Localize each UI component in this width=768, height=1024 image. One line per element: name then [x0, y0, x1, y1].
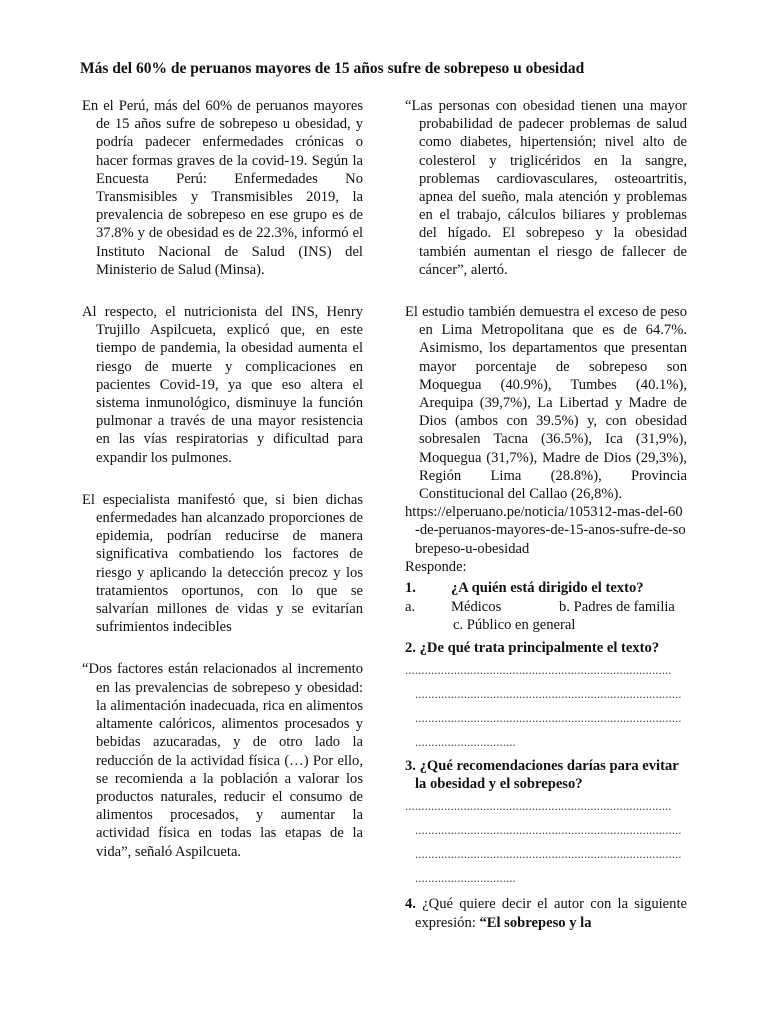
question-number: 4. [405, 896, 416, 913]
responde-label: Responde: [405, 558, 467, 575]
answer-line[interactable]: .................................................................................. [415, 709, 682, 725]
left-column [82, 97, 363, 861]
question-number: 1. [405, 580, 416, 597]
answer-line[interactable]: ............................... [415, 870, 516, 886]
answer-line[interactable]: .................................................................................. [405, 798, 672, 814]
right-column [405, 97, 687, 932]
paragraph: “Dos factores están relacionados al incremento en las prevalencias de sobrepeso y obesidad: la alimentación inadecuada, rica en alimentos altamente calóricos, alimentos procesados y bebidas azucaradas, y de otro lado la reducción de la actividad física (…) Por ello, se recomienda a la población a valorar los productos naturales, reducir el consumo de alimentos procesados, y aumentar la actividad física en todas las etapas de la vida”, señaló Aspilcueta. [82, 661, 363, 860]
question-3 [405, 757, 687, 793]
answer-line[interactable]: ............................... [415, 733, 516, 749]
paragraph: El especialista manifestó que, si bien dichas enfermedades han alcanzado proporciones de epidemia, podrían reducirse de manera significativa combatiendo los factores de riesgo y aplicando la detección precoz y los tratamientos oportunos, con lo que se salvarían millones de vidas y se evitarían sufrimientos indecibles [82, 491, 363, 636]
answer-line[interactable]: .................................................................................. [415, 822, 682, 838]
source-url: https://elperuano.pe/noticia/105312-mas-del-60-de-peruanos-mayores-de-15-anos-sufre-de-sobrepeso-u-obesidad [405, 504, 686, 557]
option-label: a. [405, 599, 416, 616]
question-4 [405, 895, 687, 931]
question-text: ¿Qué quiere decir el autor con la siguiente expresión: [415, 896, 687, 931]
answer-line[interactable]: .................................................................................. [415, 846, 682, 862]
option-c: c. Público en general [453, 617, 576, 634]
question-1-options [405, 598, 687, 616]
answer-line[interactable]: .................................................................................. [415, 685, 682, 701]
question-text: ¿A quién está dirigido el texto? [451, 580, 644, 597]
question-number: 3. [405, 757, 416, 774]
question-1 [405, 579, 687, 597]
question-2 [405, 639, 687, 657]
paragraph: Al respecto, el nutricionista del INS, Henry Trujillo Aspilcueta, explicó que, en este tiempo de pandemia, la obesidad aumenta el riesgo de muerte y complicaciones en pacientes Covid-19, ya que eso altera el sistema inmunológico, disminuye la función pulmonar a través de una mayor resistencia en las vías respiratorias y dificultad para expandir los pulmones. [82, 304, 363, 466]
paragraph: En el Perú, más del 60% de peruanos mayores de 15 años sufre de sobrepeso u obesidad, y podría padecer enfermedades crónicas o hacer formas graves de la covid-19. Según la Encuesta Perú: Enfermedades No Transmisibles y Transmisibles 2019, la prevalencia de sobrepeso en ese grupo es de 37.8% y de obesidad es de 22.3%, informó el Instituto Nacional de Salud (INS) del Ministerio de Salud (Minsa). [82, 98, 363, 278]
question-text: ¿De qué trata principalmente el texto? [419, 639, 660, 656]
paragraph: “Las personas con obesidad tienen una mayor probabilidad de padecer problemas de salud como diabetes, hipertensión; nivel alto de colesterol y triglicéridos en la sangre, problemas cardiovasculares, osteoartritis, apnea del sueño, mala atención y problemas en el trabajo, cálculos biliares y problemas del hígado. El sobrepeso y la obesidad también aumentan el riesgo de fallecer de cáncer”, alertó. [405, 98, 687, 278]
question-quote: “El sobrepeso y la [479, 914, 592, 931]
paragraph: El estudio también demuestra el exceso de peso en Lima Metropolitana que es de 64.7%. Asimismo, los departamentos que presentan mayor porcentaje de sobrepeso son Moquegua (40.9%), Tumbes (40.1%), Arequipa (39,7%), La Libertad y Madre de Dios (ambos con 39.5%) y, con obesidad sobresalen Tacna (36.5%), Ica (31,9%), Moquegua (31,7%), Madre de Dios (29,3%), Región Lima (28.8%), Provincia Constitucional del Callao (26,8%). [405, 304, 687, 503]
article-title: Más del 60% de peruanos mayores de 15 años sufre de sobrepeso u obesidad [80, 60, 585, 77]
option-a: Médicos [451, 599, 502, 616]
answer-line[interactable]: .................................................................................. [405, 661, 672, 677]
question-number: 2. [405, 639, 416, 656]
option-b: b. Padres de familia [559, 599, 675, 616]
question-text: ¿Qué recomendaciones darías para evitar la obesidad y el sobrepeso? [415, 757, 679, 793]
